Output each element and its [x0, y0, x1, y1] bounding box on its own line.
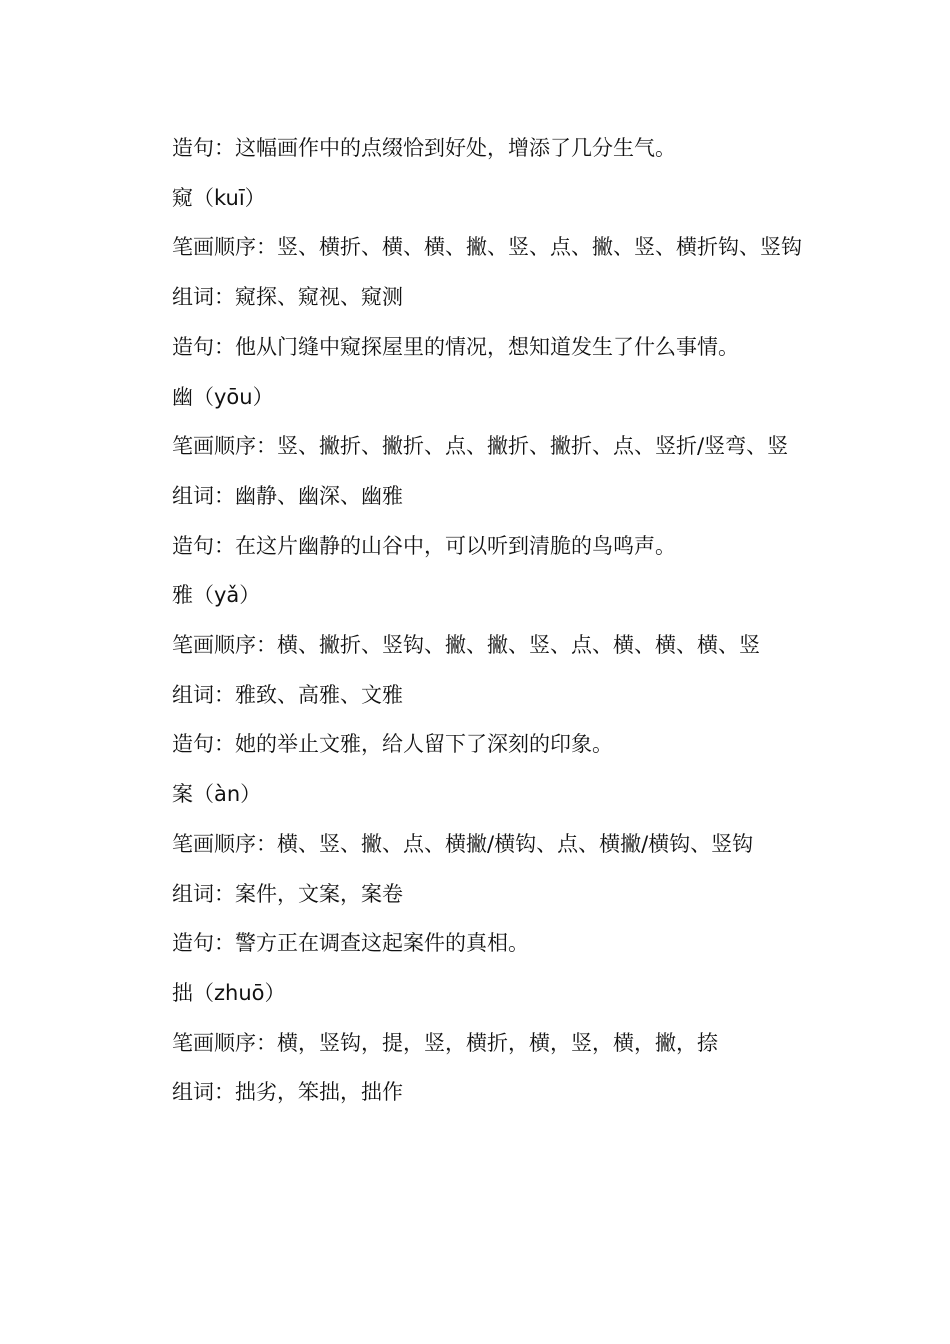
stroke-order-ya: 笔画顺序：横、撇折、竖钩、撇、撇、竖、点、横、横、横、竖 [172, 633, 760, 658]
stroke-order-an: 笔画顺序：横、竖、撇、点、横撇/横钩、点、横撇/横钩、竖钩 [172, 831, 754, 856]
stroke-order-zhuo: 笔画顺序：横，竖钩，提，竖，横折，横，竖，横，撇，捺 [172, 1030, 718, 1055]
character-heading-an: 案（àn） [172, 782, 262, 807]
character-heading-zhuo: 拙（zhuō） [172, 980, 286, 1005]
word-group-zhuo: 组词：拙劣，笨拙，拙作 [172, 1080, 403, 1105]
sentence-example-ya: 造句：她的举止文雅，给人留下了深刻的印象。 [172, 732, 613, 757]
word-group-ya: 组词：雅致、高雅、文雅 [172, 682, 403, 707]
character-heading-kui: 窥（kuī） [172, 185, 266, 210]
word-group-you: 组词：幽静、幽深、幽雅 [172, 483, 403, 508]
word-group-an: 组词：案件，文案，案卷 [172, 881, 403, 906]
word-group-kui: 组词：窥探、窥视、窥测 [172, 285, 403, 310]
stroke-order-you: 笔画顺序：竖、撇折、撇折、点、撇折、撇折、点、竖折/竖弯、竖 [172, 434, 789, 459]
sentence-example-dianzhui: 造句：这幅画作中的点缀恰到好处，增添了几分生气。 [172, 136, 676, 160]
stroke-order-kui: 笔画顺序：竖、横折、横、横、撇、竖、点、撇、竖、横折钩、竖钩 [172, 235, 802, 260]
character-heading-ya: 雅（yǎ） [172, 583, 261, 608]
sentence-example-kui: 造句：他从门缝中窥探屋里的情况，想知道发生了什么事情。 [172, 334, 739, 359]
character-heading-you: 幽（yōu） [172, 384, 274, 409]
sentence-example-an: 造句：警方正在调查这起案件的真相。 [172, 931, 529, 956]
document-page [144, 124, 808, 1118]
sentence-example-you: 造句：在这片幽静的山谷中，可以听到清脆的鸟鸣声。 [172, 533, 676, 558]
